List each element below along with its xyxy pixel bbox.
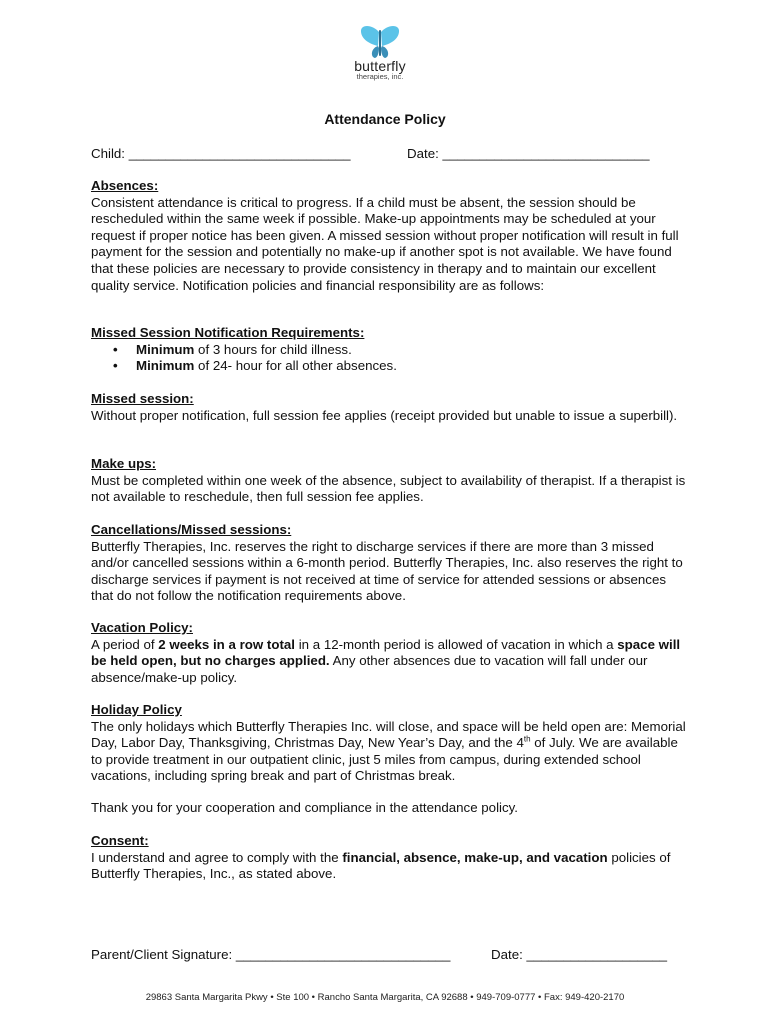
consent-section — [91, 833, 691, 883]
make-ups-text: Must be completed within one week of the absence, subject to availability of therapist. If a therapist is not available to reschedule, then full session fee applies. — [91, 472, 686, 505]
cancellations-section — [91, 522, 691, 605]
signature-line[interactable]: _____________________________ — [235, 947, 451, 962]
notification-list — [91, 342, 691, 375]
vacation-heading: Vacation Policy: — [91, 620, 193, 635]
company-logo — [340, 24, 420, 81]
date-label: Date: — [407, 146, 439, 161]
make-ups-section — [91, 456, 691, 506]
footer-address: 29863 Santa Margarita Pkwy • Ste 100 • Rancho Santa Margarita, CA 92688 • 949-709-0777 • Fax: 949-420-2170 — [145, 992, 625, 1003]
missed-session-heading: Missed session: — [91, 391, 194, 406]
missed-session-section — [91, 391, 691, 424]
make-ups-heading: Make ups: — [91, 456, 157, 471]
absences-section — [91, 178, 691, 294]
cancellations-heading: Cancellations/Missed sessions: — [91, 522, 292, 537]
signature-date-label: Date: — [491, 947, 523, 962]
thanks-text: Thank you for your cooperation and compliance in the attendance policy. — [91, 800, 518, 815]
consent-text: I understand and agree to comply with the financial, absence, make-up, and vacation policies of Butterfly Therapies, Inc., as stated above. — [91, 849, 671, 882]
notification-heading: Missed Session Notification Requirements: — [91, 325, 365, 340]
list-item: • Minimum of 24- hour for all other absences. — [91, 358, 691, 375]
signature-date-field[interactable] — [491, 947, 667, 964]
date-field[interactable] — [407, 146, 650, 163]
consent-heading: Consent: — [91, 833, 149, 848]
holiday-text: The only holidays which Butterfly Therapies Inc. will close, and space will be held open are: Memorial Day, Labor Day, Thanksgiving, Christmas Day, New Year’s Day, and the 4th of July. We are available to provide treatment in our outpatient clinic, just 5 miles from campus, during extended school vacations, including spring break and part of Christmas break. — [91, 718, 686, 784]
child-label: Child: — [91, 146, 125, 161]
signature-label: Parent/Client Signature: — [91, 947, 233, 962]
date-line[interactable]: ____________________________ — [442, 146, 650, 161]
holiday-section — [91, 702, 691, 785]
signature-field[interactable] — [91, 947, 450, 964]
vacation-text: A period of 2 weeks in a row total in a 12-month period is allowed of vacation in which a space will be held open, but no charges applied. Any other absences due to vacation will fall under our absence/make-up policy. — [91, 636, 681, 685]
logo-subtitle: therapies, inc. — [356, 72, 404, 81]
child-field[interactable] — [91, 146, 351, 163]
holiday-heading: Holiday Policy — [91, 702, 182, 717]
missed-session-text: Without proper notification, full session fee applies (receipt provided but unable to issue a superbill). — [91, 407, 678, 423]
absences-text: Consistent attendance is critical to progress. If a child must be absent, the session should be rescheduled within the same week if possible. Make-up appointments may be scheduled at your request if proper notice has been given. A missed session without proper notification will result in full payment for the session and potentially no make-up if another spot is not available. We have found that these policies are necessary to provide consistency in therapy and to maintain our excellent quality service. Notification policies and financial responsibility are as follows: — [91, 194, 679, 293]
logo-wordmark: butterfly — [354, 58, 406, 74]
signature-date-line[interactable]: ___________________ — [526, 947, 668, 962]
vacation-section — [91, 620, 691, 686]
cancellations-text: Butterfly Therapies, Inc. reserves the right to discharge services if there are more than 3 missed and/or cancelled sessions within a 6-month period. Butterfly Therapies, Inc. also reserves the right to discharge services if payment is not received at time of service for attended sessions or absences that do not follow the notification requirements above. — [91, 538, 683, 604]
butterfly-logo-icon — [358, 24, 402, 60]
absences-heading: Absences: — [91, 178, 159, 193]
child-line[interactable]: ______________________________ — [128, 146, 351, 161]
list-item: • Minimum of 3 hours for child illness. — [91, 342, 691, 359]
page-title: Attendance Policy — [324, 111, 446, 127]
notification-section — [91, 325, 691, 375]
